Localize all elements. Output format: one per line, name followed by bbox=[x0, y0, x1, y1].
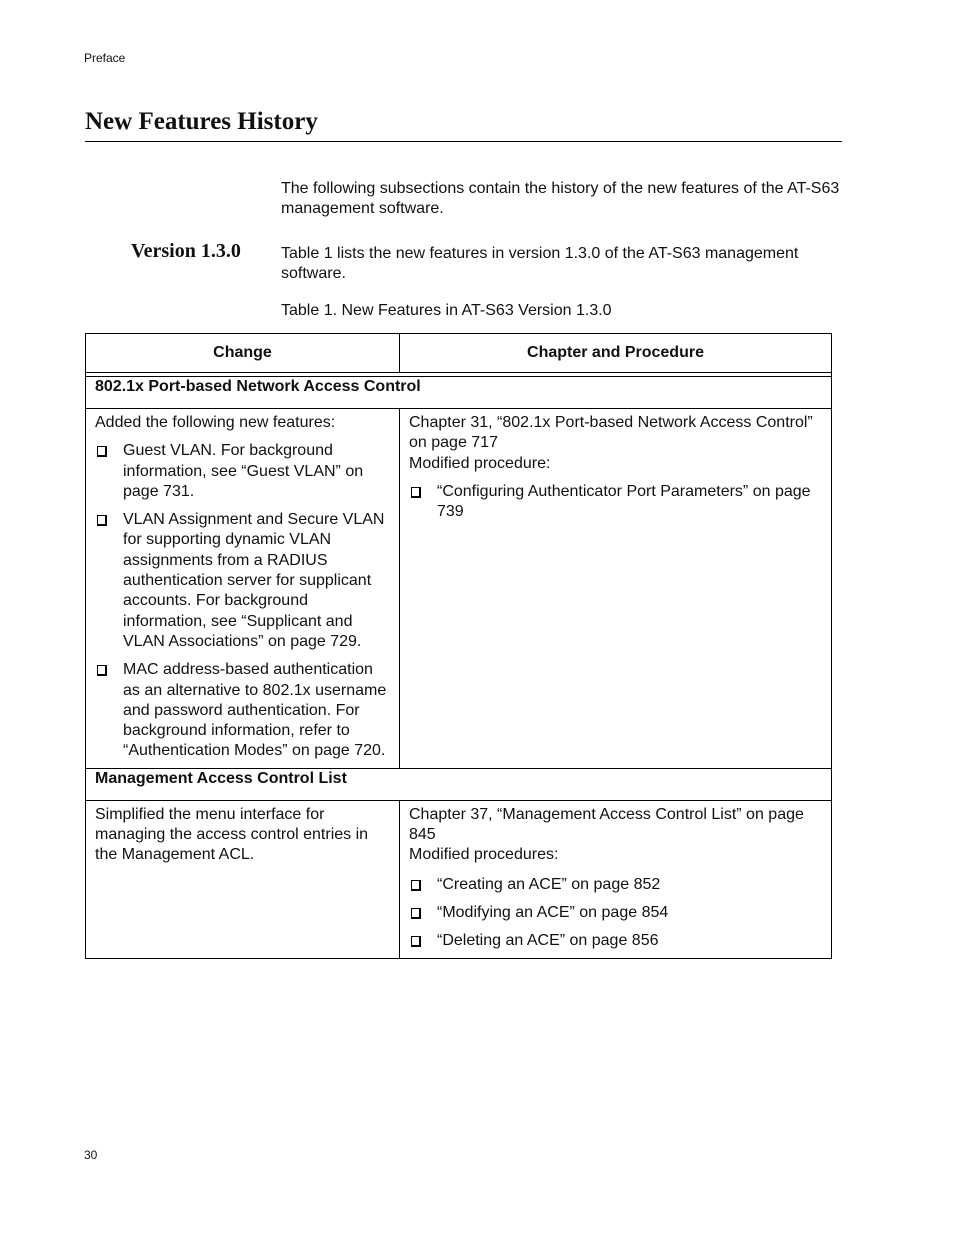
table-section-row bbox=[86, 768, 832, 800]
checkbox-bullet-icon bbox=[411, 936, 421, 947]
checkbox-bullet-icon bbox=[411, 908, 421, 919]
table-row bbox=[86, 409, 832, 769]
version-heading: Version 1.3.0 bbox=[131, 240, 241, 262]
intro-paragraph: The following subsections contain the history of the new features of the AT-S63 management software. bbox=[281, 180, 840, 217]
running-header: Preface bbox=[84, 51, 126, 65]
chapter-reference: Chapter 31, “802.1x Port-based Network Access Control” on page 717 bbox=[409, 414, 813, 452]
change-text: Simplified the menu interface for managing the access control entries in the Management ACL. bbox=[95, 805, 369, 864]
list-item: Guest VLAN. For background information, see “Guest VLAN” on page 731. bbox=[95, 441, 390, 502]
features-table bbox=[85, 333, 832, 959]
procedure-list bbox=[409, 875, 822, 952]
table-caption: Table 1. New Features in AT-S63 Version 1.3.0 bbox=[281, 302, 612, 319]
table-header-row bbox=[86, 334, 832, 373]
chapter-cell bbox=[400, 800, 832, 958]
version-description: Table 1 lists the new features in version 1.3.0 of the AT-S63 management software. bbox=[281, 245, 799, 282]
chapter-cell bbox=[400, 409, 832, 769]
table-row bbox=[86, 800, 832, 958]
list-item: VLAN Assignment and Secure VLAN for supporting dynamic VLAN assignments from a RADIUS authentication server for supplicant accounts. For background information, see “Supplicant and VLAN Associations” on page 729. bbox=[95, 510, 390, 652]
page-number: 30 bbox=[84, 1148, 98, 1162]
procedure-list bbox=[409, 482, 822, 523]
checkbox-bullet-icon bbox=[97, 665, 107, 676]
section-title-8021x: 802.1x Port-based Network Access Control bbox=[86, 377, 832, 409]
checkbox-bullet-icon bbox=[411, 880, 421, 891]
column-header-change: Change bbox=[86, 334, 400, 373]
table-section-row bbox=[86, 377, 832, 409]
column-header-chapter: Chapter and Procedure bbox=[400, 334, 832, 373]
change-list bbox=[95, 441, 390, 761]
change-cell bbox=[86, 409, 400, 769]
section-title-acl: Management Access Control List bbox=[86, 768, 832, 800]
procedure-label: Modified procedure: bbox=[409, 454, 551, 472]
chapter-reference: Chapter 37, “Management Access Control List” on page 845 bbox=[409, 805, 804, 844]
list-item: “Modifying an ACE” on page 854 bbox=[409, 903, 822, 923]
section-title: New Features History bbox=[85, 106, 842, 142]
checkbox-bullet-icon bbox=[97, 515, 107, 526]
list-item: “Configuring Authenticator Port Parameters” on page 739 bbox=[409, 482, 822, 523]
change-intro: Added the following new features: bbox=[95, 414, 336, 431]
procedure-label: Modified procedures: bbox=[409, 846, 559, 864]
checkbox-bullet-icon bbox=[411, 487, 421, 498]
list-item: “Creating an ACE” on page 852 bbox=[409, 875, 822, 895]
checkbox-bullet-icon bbox=[97, 446, 107, 457]
list-item: MAC address-based authentication as an alternative to 802.1x username and password authentication. For background information, refer to “Authentication Modes” on page 720. bbox=[95, 660, 390, 761]
change-cell bbox=[86, 800, 400, 958]
list-item: “Deleting an ACE” on page 856 bbox=[409, 931, 822, 951]
